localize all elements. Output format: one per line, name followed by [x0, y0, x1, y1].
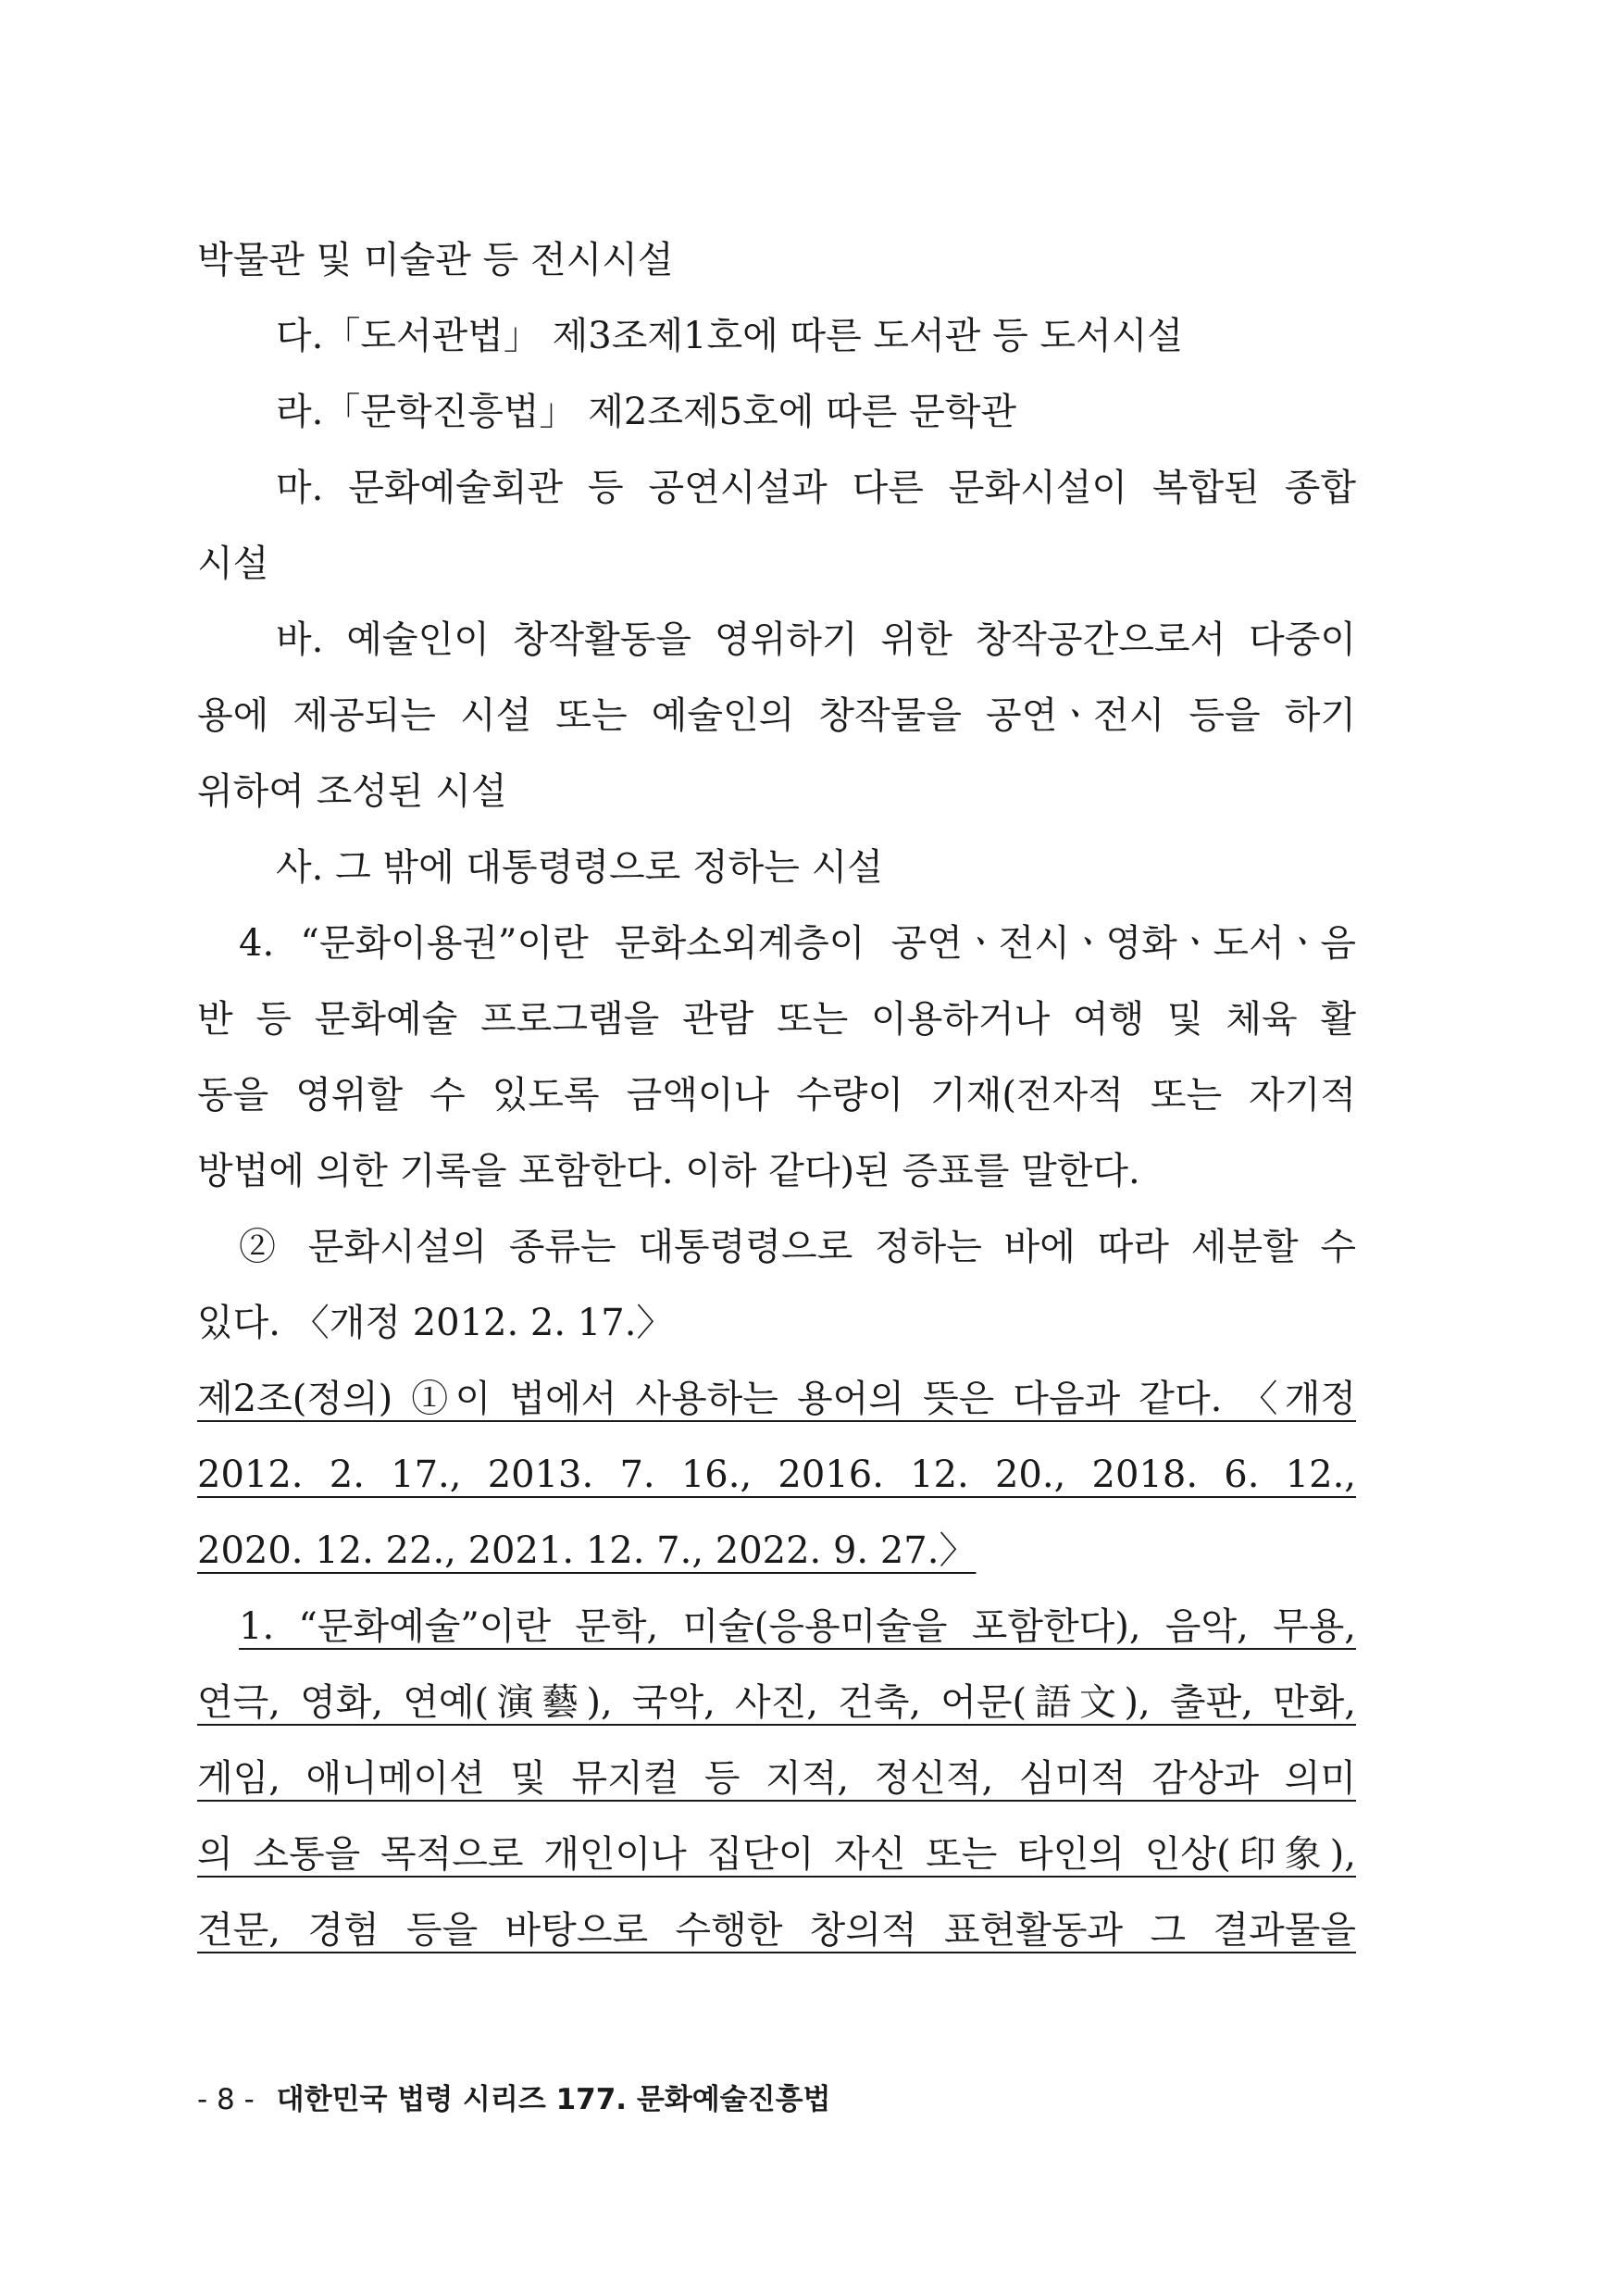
text-line-12: 동을 영위할 수 있도록 금액이나 수량이 기재(전자적 또는 자기적	[197, 1074, 1356, 1117]
article-2-amendments-1: 2012. 2. 17., 2013. 7. 16., 2016. 12. 20., 2018. 6. 12.,	[197, 1454, 1356, 1496]
text-line-2: 다.「도서관법」 제3조제1호에 따른 도서관 등 도서시설	[276, 315, 1183, 357]
text-line-10: 4. “문화이용권”이란 문화소외계층이 공연ㆍ전시ㆍ영화ㆍ도서ㆍ음	[239, 922, 1356, 965]
text-line-4: 마. 문화예술회관 등 공연시설과 다른 문화시설이 복합된 종합	[276, 467, 1356, 509]
article-2-item-1-line-2: 연극, 영화, 연예(演藝), 국악, 사진, 건축, 어문(語文), 출판, 만화,	[197, 1681, 1356, 1724]
text-line-11: 반 등 문화예술 프로그램을 관람 또는 이용하거나 여행 및 체육 활	[197, 998, 1356, 1041]
text-line-14: ② 문화시설의 종류는 대통령령으로 정하는 바에 따라 세분할 수	[239, 1226, 1356, 1268]
article-2-item-1-line-3: 게임, 애니메이션 및 뮤지컬 등 지적, 정신적, 심미적 감상과 의미	[197, 1757, 1356, 1800]
series-title: 대한민국 법령 시리즈 177. 문화예술진흥법	[276, 2083, 831, 2116]
article-2-item-1-line-4: 의 소통을 목적으로 개인이나 집단이 자신 또는 타인의 인상(印象),	[197, 1833, 1356, 1876]
article-2-heading: 제2조(정의) ①이 법에서 사용하는 용어의 뜻은 다음과 같다. 〈개정	[197, 1378, 1356, 1420]
article-2-item-1-line-5: 견문, 경험 등을 바탕으로 수행한 창의적 표현활동과 그 결과물을	[197, 1909, 1356, 1952]
text-line-3: 라.「문학진흥법」 제2조제5호에 따른 문학관	[276, 391, 1016, 433]
text-line-6: 바. 예술인이 창작활동을 영위하기 위한 창작공간으로서 다중이	[276, 618, 1356, 661]
text-line-1: 박물관 및 미술관 등 전시시설	[197, 239, 674, 281]
article-2-item-1-line-1: 1. “문화예술”이란 문학, 미술(응용미술을 포함한다), 음악, 무용,	[239, 1605, 1356, 1648]
text-line-5: 시설	[197, 543, 269, 585]
text-line-8: 위하여 조성된 시설	[197, 770, 507, 813]
article-2-amendments-2: 2020. 12. 22., 2021. 12. 7., 2022. 9. 27.〉	[197, 1529, 977, 1572]
page-footer	[197, 2072, 830, 2128]
text-line-9: 사. 그 밖에 대통령령으로 정하는 시설	[276, 846, 883, 889]
text-line-7: 용에 제공되는 시설 또는 예술인의 창작물을 공연ㆍ전시 등을 하기	[197, 694, 1356, 737]
page-number: - 8 -	[197, 2083, 255, 2116]
text-line-13: 방법에 의한 기록을 포함한다. 이하 같다)된 증표를 말한다.	[197, 1150, 1140, 1192]
text-line-15: 있다. 〈개정 2012. 2. 17.〉	[197, 1302, 674, 1344]
